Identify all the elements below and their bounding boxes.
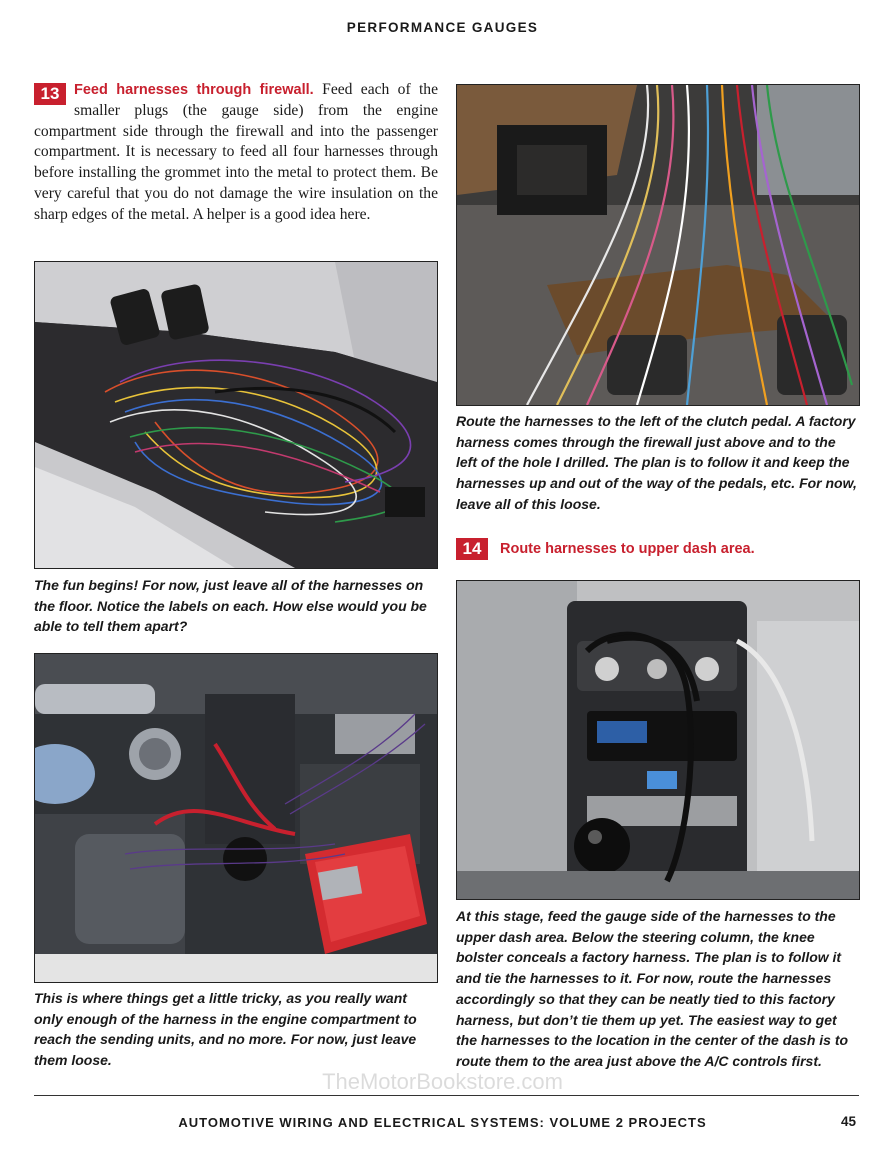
step-14-heading bbox=[456, 538, 755, 560]
photo-engine-compartment bbox=[34, 653, 438, 983]
step-13-badge: 13 bbox=[34, 83, 66, 105]
step-13-title: Feed harnesses through firewall. bbox=[74, 82, 323, 98]
step-14-title: Route harnesses to upper dash area. bbox=[500, 541, 755, 557]
watermark: TheMotorBookstore.com bbox=[322, 1069, 563, 1094]
caption-floor-photo: The fun begins! For now, just leave all of the harnesses on the floor. Notice the labels on each. How else would you be able to tell them apart? bbox=[34, 577, 427, 635]
caption-dash-photo: At this stage, feed the gauge side of the harnesses to the upper dash area. Below the steering column, the knee bolster conceals a factory harness. The plan is to follow it and tie the harnesses to it. For now, route the harnesses accordingly so that they can be neatly tied to this factory harness, but don’t tie them up yet. The easiest way to get the harnesses to the location in the center of the dash is to route them to the area just above the A/C controls first. bbox=[456, 908, 849, 1069]
page-number: 45 bbox=[840, 1114, 856, 1129]
photo-harnesses-on-floor bbox=[34, 261, 438, 569]
footer-rule bbox=[34, 1095, 859, 1096]
step-13-block bbox=[34, 80, 438, 226]
step-13-body: Feed each of the smaller plugs (the gauge side) from the engine compartment side through the firewall and into the passenger compartment. It is necessary to feed all four harnesses through before installing the grommet into the metal to protect them. Be very careful that you do not damage the wire insulation on the sharp edges of the metal. A helper is a good idea here. bbox=[34, 81, 439, 223]
running-header: PERFORMANCE GAUGES bbox=[346, 20, 539, 35]
photo-harnesses-at-pedals bbox=[456, 84, 860, 406]
photo-dash-area bbox=[456, 580, 860, 900]
footer-book-title: AUTOMOTIVE WIRING AND ELECTRICAL SYSTEMS: VOLUME 2 PROJECTS bbox=[178, 1115, 707, 1130]
caption-engine-photo: This is where things get a little tricky, as you really want only enough of the harness in the engine compartment to reach the sending units, and no more. For now, just leave them loose. bbox=[34, 990, 417, 1069]
step-14-badge: 14 bbox=[456, 538, 488, 560]
caption-pedal-photo: Route the harnesses to the left of the clutch pedal. A factory harness comes through the firewall just above and to the left of the hole I drilled. The plan is to follow it and keep the harnesses up and out of the way of the pedals, etc. For now, leave all of this loose. bbox=[456, 413, 857, 512]
